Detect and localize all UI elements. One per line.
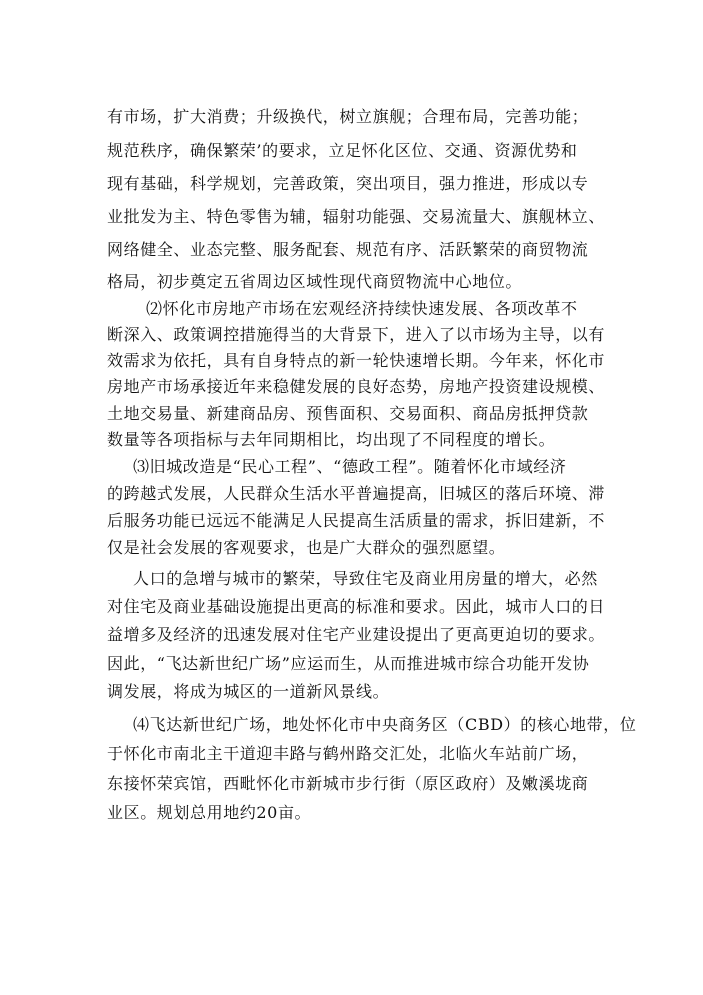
text-line: 效需求为依托，具有自身特点的新一轮快速增长期。今年来，怀化市 <box>107 351 606 370</box>
text-line: ⑵怀化市房地产市场在宏观经济持续快速发展、各项改革不 <box>146 299 578 318</box>
text-line: 房地产市场承接近年来稳健发展的良好态势，房地产投资建设规模、 <box>107 377 606 396</box>
text-line: 数量等各项指标与去年同期相比，均出现了不同程度的增长。 <box>107 430 556 449</box>
text-line: 土地交易量、新建商品房、预售面积、交易面积、商品房抵押贷款 <box>107 404 589 423</box>
text-line: 格局，初步奠定五省周边区域性现代商贸物流中心地位。 <box>107 272 523 291</box>
text-line: 东接怀荣宾馆，西毗怀化市新城市步行街（原区政府）及嫩溪垅商 <box>107 774 589 793</box>
text-line: 有市场，扩大消费；升级换代，树立旗舰；合理布局，完善功能； <box>107 107 589 126</box>
text-line: 后服务功能已远远不能满足人民提高生活质量的需求，拆旧建新，不 <box>107 511 606 530</box>
text-line: 业区。规划总用地约20亩。 <box>107 803 312 822</box>
text-line: 调发展，将成为城区的一道新风景线。 <box>107 682 390 701</box>
text-line: 益增多及经济的迅速发展对住宅产业建设提出了更高更迫切的要求。 <box>107 625 606 644</box>
text-line: 规范秩序，确保繁荣’的要求，立足怀化区位、交通、资源优势和 <box>107 141 578 160</box>
text-line: 网络健全、业态完整、服务配套、规范有序、活跃繁荣的商贸物流 <box>107 240 589 259</box>
text-line: 现有基础，科学规划，完善政策，突出项目，强力推进，形成以专 <box>107 174 589 193</box>
text-line: 因此，“飞达新世纪广场”应运而生，从而推进城市综合功能开发协 <box>107 654 590 673</box>
text-line: ⑷飞达新世纪广场，地处怀化市中央商务区（CBD）的核心地带，位 <box>133 715 637 734</box>
text-line: 对住宅及商业基础设施提出更高的标准和要求。因此，城市人口的日 <box>107 597 606 616</box>
text-line: 于怀化市南北主干道迎丰路与鹤州路交汇处，北临火车站前广场， <box>107 744 589 763</box>
text-line: 人口的急增与城市的繁荣，导致住宅及商业用房量的增大，必然 <box>133 569 598 588</box>
text-line: 业批发为主、特色零售为辅，辐射功能强、交易流量大、旗舰林立、 <box>107 207 606 226</box>
text-line: 仅是社会发展的客观要求，也是广大群众的强烈愿望。 <box>107 538 506 557</box>
text-line: 断深入、政策调控措施得当的大背景下，进入了以市场为主导，以有 <box>107 325 606 344</box>
text-line: ⑶旧城改造是“民心工程”、“德政工程”。随着怀化市域经济 <box>133 457 567 476</box>
text-line: 的跨越式发展，人民群众生活水平普遍提高，旧城区的落后环境、滞 <box>107 484 606 503</box>
